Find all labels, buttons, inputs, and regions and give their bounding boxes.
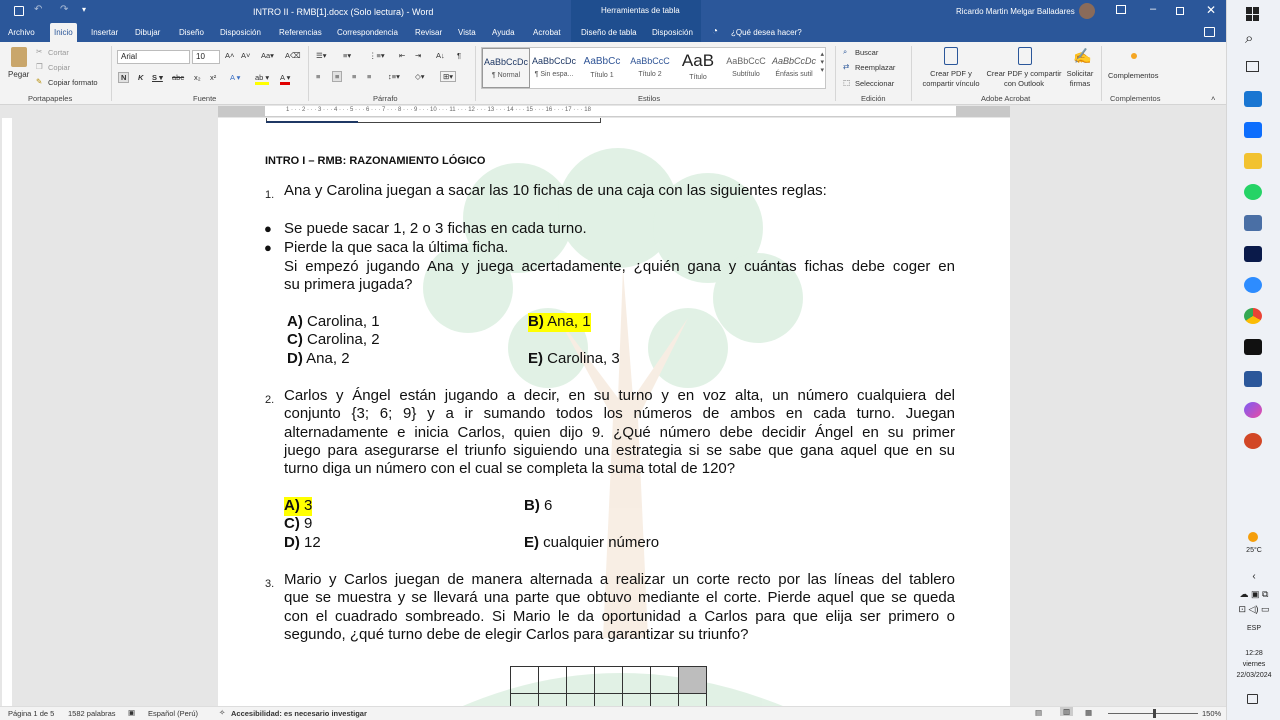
clipboard-group-label: Portapapeles [28, 94, 73, 103]
print-layout-icon[interactable]: ▥ [1060, 707, 1073, 716]
board-cell [539, 667, 567, 694]
comments-icon[interactable] [1204, 27, 1215, 37]
format-painter-icon[interactable]: ✎ [36, 77, 43, 86]
justify-icon[interactable]: ≡ [367, 72, 372, 81]
cut-button[interactable]: Cortar [48, 48, 69, 57]
request-signatures-button[interactable]: Solicitar firmas [1066, 69, 1094, 88]
font-size-box[interactable]: 10 [192, 50, 220, 64]
strikethrough-icon[interactable]: abc [172, 73, 185, 82]
borders-icon[interactable]: ⊞▾ [440, 71, 456, 82]
paste-button[interactable]: Pegar [8, 70, 30, 79]
ribbon-display-icon[interactable] [1116, 5, 1126, 14]
replace-icon[interactable]: ⇄ [843, 62, 850, 71]
close-icon[interactable]: ✕ [1206, 3, 1217, 17]
style-preview: AaBbCcC [726, 56, 766, 66]
align-center-icon[interactable]: ≡ [332, 71, 342, 82]
style-normal[interactable] [482, 48, 530, 88]
minimize-icon[interactable]: – [1150, 3, 1157, 15]
select-icon[interactable]: ⬚ [843, 78, 851, 87]
customize-qat-icon[interactable]: ▾ [82, 5, 87, 14]
taskbar [1226, 0, 1280, 720]
style-name: Énfasis sutil [775, 71, 813, 78]
question-2-line: conjunto {3; 6; 9} y a ir sumando todos los números de ambos en cada turno. Juegan [284, 405, 955, 422]
undo-icon[interactable]: ↶ [34, 4, 43, 15]
status-bar [0, 706, 1226, 720]
tab-revisar[interactable]: Revisar [415, 28, 443, 37]
mail-icon[interactable] [1244, 122, 1262, 138]
tell-me-search[interactable]: ¿Qué desea hacer? [731, 28, 802, 37]
ruler-margin-right [956, 106, 1010, 117]
styles-gallery [481, 47, 826, 89]
signature-icon[interactable]: ✍ [1073, 48, 1092, 65]
collapse-ribbon-icon[interactable]: ˄ [1211, 94, 1216, 103]
style-name: ¶ Normal [491, 72, 521, 79]
disney-plus-icon[interactable] [1244, 246, 1262, 262]
style-name: Título 2 [638, 71, 662, 78]
acrobat-group-label: Adobe Acrobat [981, 94, 1031, 103]
text-effects-icon[interactable]: A ▾ [230, 73, 241, 82]
bold-icon[interactable]: N [118, 72, 129, 83]
style-subtle-emphasis[interactable] [770, 48, 818, 88]
sort-icon[interactable]: A↓ [436, 51, 445, 60]
store-icon[interactable] [1244, 91, 1262, 107]
q1-option-c: C) Carolina, 2 [287, 331, 380, 348]
q1-option-b: B) Ana, 1 [528, 313, 591, 330]
page-heading: INTRO I – RMB: RAZONAMIENTO LÓGICO [265, 155, 486, 167]
table-top-mark [266, 121, 358, 123]
align-right-icon[interactable]: ≡ [352, 72, 357, 81]
decrease-indent-icon[interactable]: ⇤ [399, 51, 406, 60]
cut-icon[interactable]: ✂ [36, 47, 43, 56]
font-name-box[interactable]: Arial [117, 50, 190, 64]
page-count[interactable]: Página 1 de 5 [8, 709, 55, 718]
font-group-label: Fuente [193, 94, 217, 103]
style-name: Subtítulo [732, 71, 760, 78]
question-3-line: que se muestra y se llevará una parte que obtuvo mediante el corte. Pierde aquel que se queda [284, 589, 955, 606]
style-name: ¶ Sin espa... [534, 71, 574, 78]
ribbon-tabs [0, 23, 1226, 42]
style-preview: AaB [681, 51, 715, 70]
ruler-margin-left [218, 106, 265, 117]
board-cell [567, 667, 595, 694]
question-1-line: su primera jugada? [284, 276, 413, 293]
tab-insertar[interactable]: Insertar [91, 28, 119, 37]
table-tools-context [571, 0, 701, 23]
title-bar [0, 0, 1226, 23]
separator [308, 46, 309, 101]
addins-group-label: Complementos [1110, 94, 1161, 103]
bullet-icon: ● [264, 221, 272, 236]
select-button[interactable]: Seleccionar [855, 79, 895, 88]
separator [835, 46, 836, 101]
q2-option-b: B) 6 [524, 497, 553, 514]
replace-button[interactable]: Reemplazar [855, 63, 896, 72]
board-cell [623, 667, 651, 694]
board-row [511, 667, 707, 694]
question-number: 3. [265, 578, 275, 590]
input-language[interactable]: ESP [1246, 625, 1261, 632]
shading-icon[interactable]: ◇▾ [415, 72, 425, 81]
q2-option-c: C) 9 [284, 515, 313, 532]
multilevel-list-icon[interactable]: ⋮≡▾ [369, 51, 385, 60]
question-2-line: turno diga un número con el cual se completa la suma total de 120? [284, 460, 736, 477]
separator [911, 46, 912, 101]
word-count[interactable]: 1582 palabras [68, 709, 116, 718]
tab-disposicion[interactable]: Disposición [220, 28, 261, 37]
tab-acrobat[interactable]: Acrobat [533, 28, 561, 37]
tab-diseno[interactable]: Diseño [179, 28, 204, 37]
table-tools-label: Herramientas de tabla [601, 6, 680, 15]
question-2-line: Carlos y Ángel están jugando a decir, en su turno y en voz alta, un número cualquiera del [284, 387, 955, 404]
shaded-cell [679, 667, 707, 694]
tab-ayuda[interactable]: Ayuda [492, 28, 515, 37]
style-heading-2[interactable] [626, 48, 674, 88]
read-mode-icon[interactable]: ▤ [1035, 708, 1043, 717]
question-number: 2. [265, 394, 275, 406]
web-layout-icon[interactable]: ▦ [1085, 708, 1093, 717]
rule-2: Pierde la que saca la última ficha. [284, 239, 509, 256]
netflix-icon[interactable] [1244, 339, 1262, 355]
highlight-icon[interactable]: ab ▾ [255, 73, 269, 85]
zoom-thumb[interactable] [1153, 709, 1156, 718]
styles-group-label: Estilos [638, 94, 661, 103]
style-preview: AaBbCc [583, 56, 621, 67]
editing-group-label: Edición [861, 94, 886, 103]
accessibility-status[interactable]: Accesibilidad: es necesario investigar [231, 709, 367, 718]
clock-date[interactable]: 22/03/2024 [1236, 672, 1272, 679]
paste-icon[interactable] [11, 47, 27, 67]
search-icon[interactable]: ⌕ [1245, 30, 1254, 47]
q2-option-d: D) 12 [284, 534, 321, 551]
rule-1: Se puede sacar 1, 2 o 3 fichas en cada turno. [284, 220, 587, 237]
style-title[interactable] [674, 48, 722, 88]
whatsapp-icon[interactable] [1244, 184, 1262, 200]
language[interactable]: Español (Perú) [148, 709, 199, 718]
save-icon[interactable] [14, 6, 24, 16]
q1-option-e: E) Carolina, 3 [528, 350, 620, 367]
increase-indent-icon[interactable]: ⇥ [415, 51, 422, 60]
zoom-level[interactable]: 150% [1202, 709, 1222, 718]
document-body [218, 118, 1010, 708]
calculator-icon[interactable] [1244, 215, 1262, 231]
styles-more-icon[interactable]: ▴ ▾ ▾ [820, 51, 824, 74]
style-preview: AaBbCcDc [483, 57, 528, 67]
q2-option-e: E) cualquier número [524, 534, 660, 551]
subscript-icon[interactable]: x₂ [194, 73, 201, 82]
network-volume-icons[interactable]: ⊡ ◁) ▭ [1238, 604, 1270, 614]
weather-temp[interactable]: 25°C [1246, 547, 1262, 554]
windows-start-icon[interactable] [1246, 7, 1260, 21]
separator [111, 46, 112, 101]
question-3-line: Mario y Carlos juegan de manera alternada a realizar un corte recto por las líneas del tablero [284, 571, 955, 588]
q1-option-a: A) Carolina, 1 [287, 313, 380, 330]
style-preview: AaBbCcC [630, 56, 670, 66]
question-3-line: segundo, ¿qué turno debe de elegir Carlos para garantizar su triunfo? [284, 626, 749, 643]
lightbulb-icon: ◔ [712, 26, 719, 37]
question-1-intro: Ana y Carolina juegan a sacar las 10 fichas de una caja con las siguientes reglas: [284, 182, 827, 199]
board-grid [510, 666, 707, 708]
ribbon [0, 42, 1226, 105]
pdf-link-icon[interactable] [944, 47, 958, 65]
tab-referencias[interactable]: Referencias [279, 28, 322, 37]
style-name: Título [689, 74, 707, 81]
chrome-icon[interactable] [1244, 308, 1262, 324]
tab-disposicion-tabla[interactable]: Disposición [652, 28, 693, 37]
paragraph-group-label: Párrafo [373, 94, 398, 103]
copilot-icon[interactable] [1244, 402, 1262, 418]
clock-time[interactable]: 12:28 [1245, 650, 1263, 657]
shrink-font-icon[interactable]: A˅ [241, 51, 251, 60]
tab-diseno-tabla[interactable]: Diseño de tabla [581, 28, 637, 37]
notifications-icon[interactable] [1247, 694, 1258, 704]
change-case-icon[interactable]: Aa▾ [261, 51, 274, 60]
tray-icons[interactable]: ☁ ▣ ⧉ [1239, 589, 1269, 599]
copy-button[interactable]: Copiar [48, 63, 71, 72]
line-spacing-icon[interactable]: ↕≡▾ [388, 72, 400, 81]
style-name: Título 1 [590, 72, 614, 79]
user-name[interactable]: Ricardo Martin Melgar Balladares [956, 7, 1075, 16]
redo-icon[interactable]: ↷ [60, 4, 69, 15]
file-explorer-icon[interactable] [1244, 153, 1262, 169]
q2-option-a: A) 3 [284, 497, 313, 514]
format-painter-button[interactable]: Copiar formato [48, 78, 98, 87]
vertical-ruler[interactable] [2, 118, 12, 708]
bullets-icon[interactable]: ☰▾ [316, 51, 327, 60]
italic-icon[interactable]: K [138, 73, 144, 82]
restore-icon[interactable] [1176, 7, 1184, 15]
zoom-icon[interactable] [1244, 277, 1262, 293]
question-2-line: juego para asegurarse el triunfo siguiendo una estrategia si se sabe que gana aquel que en su [284, 442, 955, 459]
task-view-icon[interactable] [1246, 61, 1259, 72]
avatar[interactable] [1079, 3, 1095, 19]
separator [1101, 46, 1102, 101]
word-icon[interactable] [1244, 371, 1262, 387]
superscript-icon[interactable]: x² [210, 73, 217, 82]
powerpoint-icon[interactable] [1244, 433, 1262, 449]
font-color-icon[interactable]: A ▾ [280, 73, 290, 85]
style-preview: AaBbCcDc [531, 56, 576, 66]
board-cell [651, 667, 679, 694]
style-heading-1[interactable] [578, 48, 626, 88]
tab-dibujar[interactable]: Dibujar [135, 28, 161, 37]
align-left-icon[interactable]: ≡ [316, 72, 321, 81]
addins-icon[interactable] [1131, 53, 1137, 59]
tab-archivo[interactable]: Archivo [8, 28, 35, 37]
board-cell [511, 667, 539, 694]
clock-day[interactable]: viernes [1242, 661, 1266, 668]
question-number: 1. [265, 189, 275, 201]
find-button[interactable]: Buscar [855, 48, 879, 57]
numbering-icon[interactable]: ≡▾ [343, 51, 352, 60]
style-subtitle[interactable] [722, 48, 770, 88]
tab-correspondencia[interactable]: Correspondencia [337, 28, 398, 37]
question-1-line: Si empezó jugando Ana y juega acertadamente, ¿quién gana y cuántas fichas debe coger en [284, 258, 955, 275]
style-preview: AaBbCcDc [771, 56, 816, 66]
tab-inicio[interactable]: Inicio [50, 23, 77, 42]
question-3-line: con el cuadrado sombreado. Si Mario le da oportunidad a Carlos para que elija ser primero o [284, 608, 955, 625]
q1-option-d: D) Ana, 2 [287, 350, 350, 367]
bullet-icon: ● [264, 240, 272, 255]
accessibility-icon[interactable]: ✧ [219, 708, 226, 717]
proofing-icon[interactable]: ▣ [128, 708, 136, 717]
show-hidden-icons[interactable]: ‹ [1252, 571, 1256, 582]
pdf-outlook-icon[interactable] [1018, 47, 1032, 65]
separator [475, 46, 476, 101]
find-icon[interactable]: ⌕ [843, 47, 848, 56]
grow-font-icon[interactable]: A˄ [225, 51, 235, 60]
question-2-line: alternadamente e inicia Carlos, quien dijo 9. ¿Qué número debe decidir Ángel en su primer [284, 424, 955, 441]
weather-icon[interactable] [1248, 532, 1258, 542]
copy-icon[interactable]: ❐ [36, 62, 43, 71]
underline-icon[interactable]: S ▾ [152, 73, 163, 82]
show-marks-icon[interactable]: ¶ [457, 51, 462, 60]
horizontal-ruler[interactable]: 1 · · · 2 · · · 3 · · · 4 · · · 5 · · · 6 · · · 7 · · · 8 · · · 9 · · · 10 · · · 11 · · · 12 · · · 13 · · · 14 · · · 15 · · · 16 · · · 17 · · · 18 [218, 106, 1010, 117]
clear-format-icon[interactable]: A⌫ [285, 51, 301, 60]
document-page[interactable] [218, 118, 1010, 708]
style-no-spacing[interactable] [530, 48, 578, 88]
addins-button[interactable]: Complementos [1108, 71, 1159, 80]
tab-vista[interactable]: Vista [458, 28, 476, 37]
create-pdf-link-button[interactable]: Crear PDF y compartir vínculo [922, 69, 980, 88]
document-title: INTRO II - RMB[1].docx (Solo lectura) - Word [253, 7, 434, 17]
create-pdf-outlook-button[interactable]: Crear PDF y compartir con Outlook [986, 69, 1062, 88]
board-cell [595, 667, 623, 694]
